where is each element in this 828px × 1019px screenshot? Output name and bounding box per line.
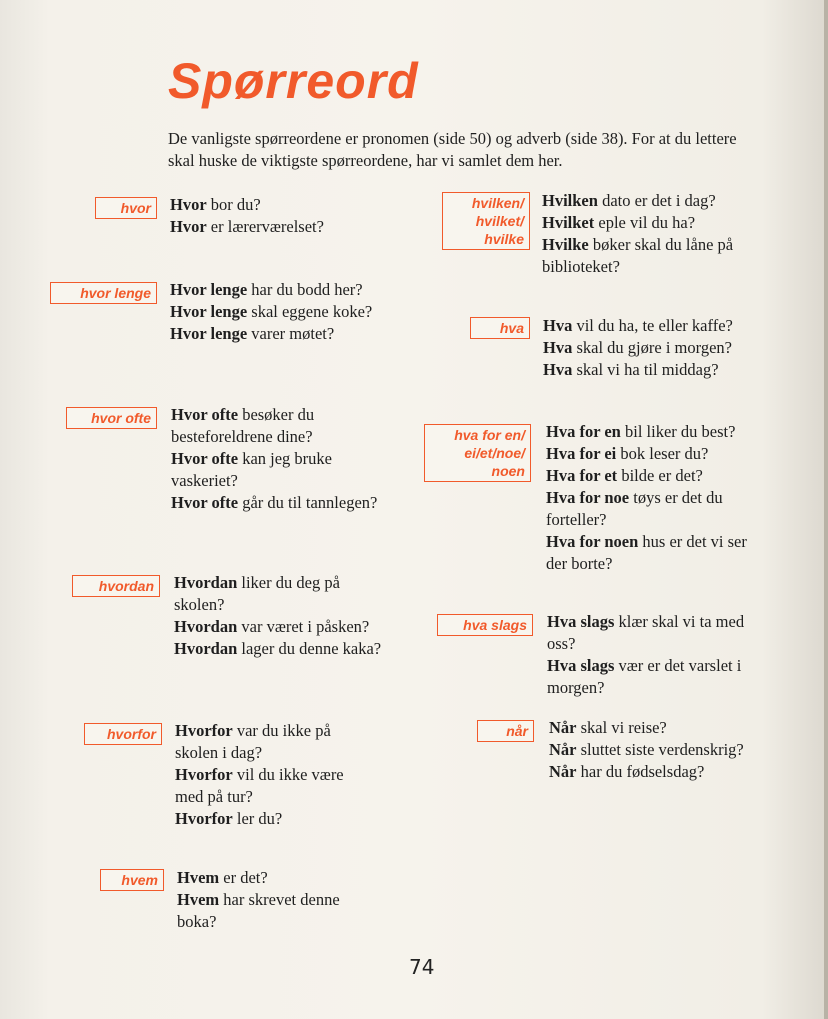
question: Hvilken dato er det i dag?	[542, 191, 716, 210]
question: Hvorfor var du ikke på skolen i dag?	[175, 721, 331, 762]
question-group-hva-for	[546, 421, 760, 575]
question: Hvorfor ler du?	[175, 809, 283, 828]
question: Hvordan liker du deg på skolen?	[174, 573, 340, 614]
question: Hvordan var været i påsken?	[174, 617, 370, 636]
question: Hva skal vi ha til middag?	[543, 360, 719, 379]
question-group-hvilken	[542, 190, 757, 278]
question: Hva skal du gjøre i morgen?	[543, 338, 732, 357]
page-title: Spørreord	[168, 53, 419, 109]
tag-hva-slags: hva slags	[437, 614, 533, 636]
question: Hvor ofte går du til tannlegen?	[171, 493, 378, 512]
question: Hvor lenge varer møtet?	[170, 324, 335, 343]
tag-nar: når	[477, 720, 534, 742]
question-group-hva-slags	[547, 611, 759, 699]
question: Hvem er det?	[177, 868, 268, 887]
question-group-hvor-lenge	[170, 279, 380, 345]
question: Hvem har skrevet denne boka?	[177, 890, 340, 931]
question-group-hvor-ofte	[171, 404, 381, 514]
question: Hva slags vær er det varslet i morgen?	[547, 656, 742, 697]
question-group-hvordan	[174, 572, 384, 660]
question: Hva vil du ha, te eller kaffe?	[543, 316, 733, 335]
tag-hvordan: hvordan	[72, 575, 160, 597]
question: Hvor er lærerværelset?	[170, 217, 324, 236]
question: Hvorfor vil du ikke være med på tur?	[175, 765, 344, 806]
page-number: 74	[409, 955, 435, 979]
tag-hvor-ofte: hvor ofte	[66, 407, 157, 429]
question: Hva slags klær skal vi ta med oss?	[547, 612, 745, 653]
question: Når har du fødselsdag?	[549, 762, 705, 781]
question: Hva for noe tøys er det du forteller?	[546, 488, 723, 529]
tag-hvor: hvor	[95, 197, 157, 219]
question-group-nar	[549, 717, 764, 783]
tag-hvilken: hvilken/ hvilket/ hvilke	[442, 192, 530, 250]
question: Hvor ofte besøker du besteforeldrene dine?	[171, 405, 315, 446]
tag-hva: hva	[470, 317, 530, 339]
question: Hva for ei bok leser du?	[546, 444, 709, 463]
question: Når sluttet siste verdenskrig?	[549, 740, 744, 759]
question: Hvor ofte kan jeg bruke vaskeriet?	[171, 449, 332, 490]
tag-hva-for: hva for en/ ei/et/noe/ noen	[424, 424, 531, 482]
tag-hvem: hvem	[100, 869, 164, 891]
question: Hvilket eple vil du ha?	[542, 213, 696, 232]
question: Hva for noen hus er det vi ser der borte?	[546, 532, 747, 573]
question-group-hva	[543, 315, 758, 381]
question: Hvor lenge skal eggene koke?	[170, 302, 373, 321]
question-group-hvorfor	[175, 720, 375, 830]
question: Hva for et bilde er det?	[546, 466, 703, 485]
question: Hvilke bøker skal du låne på biblioteket?	[542, 235, 734, 276]
question: Hvor lenge har du bodd her?	[170, 280, 363, 299]
question: Hvor bor du?	[170, 195, 261, 214]
question: Hvordan lager du denne kaka?	[174, 639, 382, 658]
tag-hvorfor: hvorfor	[84, 723, 162, 745]
question: Når skal vi reise?	[549, 718, 667, 737]
question-group-hvem	[177, 867, 377, 933]
intro-paragraph: De vanligste spørreordene er pronomen (side 50) og adverb (side 38). For at du lettere skal huske de viktigste spørreordene, har vi samlet dem her.	[168, 129, 737, 170]
question: Hva for en bil liker du best?	[546, 422, 736, 441]
question-group-hvor	[170, 194, 380, 238]
tag-hvor-lenge: hvor lenge	[50, 282, 157, 304]
page-edge	[824, 0, 828, 1019]
